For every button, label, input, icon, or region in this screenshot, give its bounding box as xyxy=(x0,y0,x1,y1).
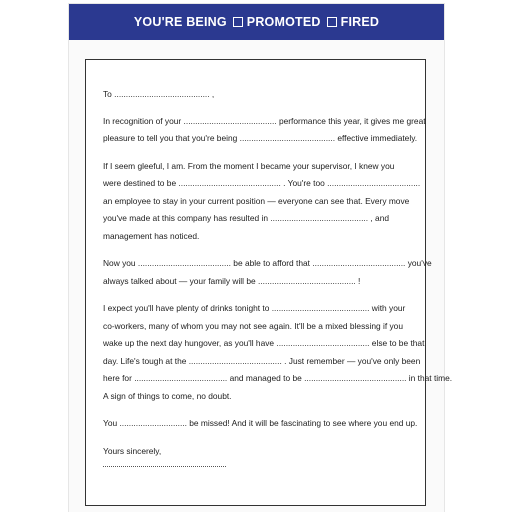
greeting-line: To ......................................... , xyxy=(103,89,215,99)
banner-prefix: YOU'RE BEING xyxy=(133,15,227,29)
option-fired-label: FIRED xyxy=(340,15,380,29)
paragraph-4-line: I expect you'll have plenty of drinks tonight to .......................................... with your xyxy=(103,303,406,313)
checkbox-promoted[interactable] xyxy=(233,17,243,27)
paragraph-4-line: A sign of things to come, no doubt. xyxy=(103,390,232,401)
paragraph-2-line: were destined to be ............................................ . You're too ........................................ xyxy=(103,178,421,188)
paragraph-5-line: You ............................. be missed! And it will be fascinating to see where you end up. xyxy=(103,418,418,428)
option-promoted-label: PROMOTED xyxy=(246,15,321,29)
paragraph-1-line: In recognition of your ........................................ performance this year, it gives me great xyxy=(103,115,426,126)
paragraph-3-line: always talked about — your family will be .......................................... ! xyxy=(103,275,361,286)
paragraph-2-line: an employee to stay in your current position — everyone can see that. Every move xyxy=(103,195,410,206)
signature-line[interactable] xyxy=(103,466,226,467)
paragraph-4-line: day. Life's tough at the ........................................ . Just remember — you've only been xyxy=(103,355,421,366)
paragraph-2-line: If I seem gleeful, I am. From the moment I became your supervisor, I knew you xyxy=(103,160,395,171)
paragraph-2-line: management has noticed. xyxy=(103,230,200,241)
paragraph-4-line: wake up the next day hungover, as you'll have ........................................ else to be that xyxy=(103,338,425,348)
letter-card xyxy=(69,4,453,512)
paragraph-4-line: here for ........................................ and managed to be ............................................ in that time. xyxy=(103,373,453,383)
letter-frame xyxy=(85,59,453,506)
paragraph-4-line: co-workers, many of whom you may not see again. It'll be a mixed blessing if you xyxy=(103,320,403,331)
header-banner xyxy=(69,4,444,40)
paragraph-1-line: pleasure to tell you that you're being ......................................... effective immediately. xyxy=(103,133,418,143)
letter-body xyxy=(103,86,453,477)
closing-line: Yours sincerely, xyxy=(103,445,162,456)
checkbox-fired[interactable] xyxy=(327,17,337,27)
paragraph-2-line: you've made at this company has resulted in .......................................... , and xyxy=(103,213,390,223)
paragraph-3-line: Now you ........................................ be able to afford that ........................................ you've xyxy=(103,258,432,268)
